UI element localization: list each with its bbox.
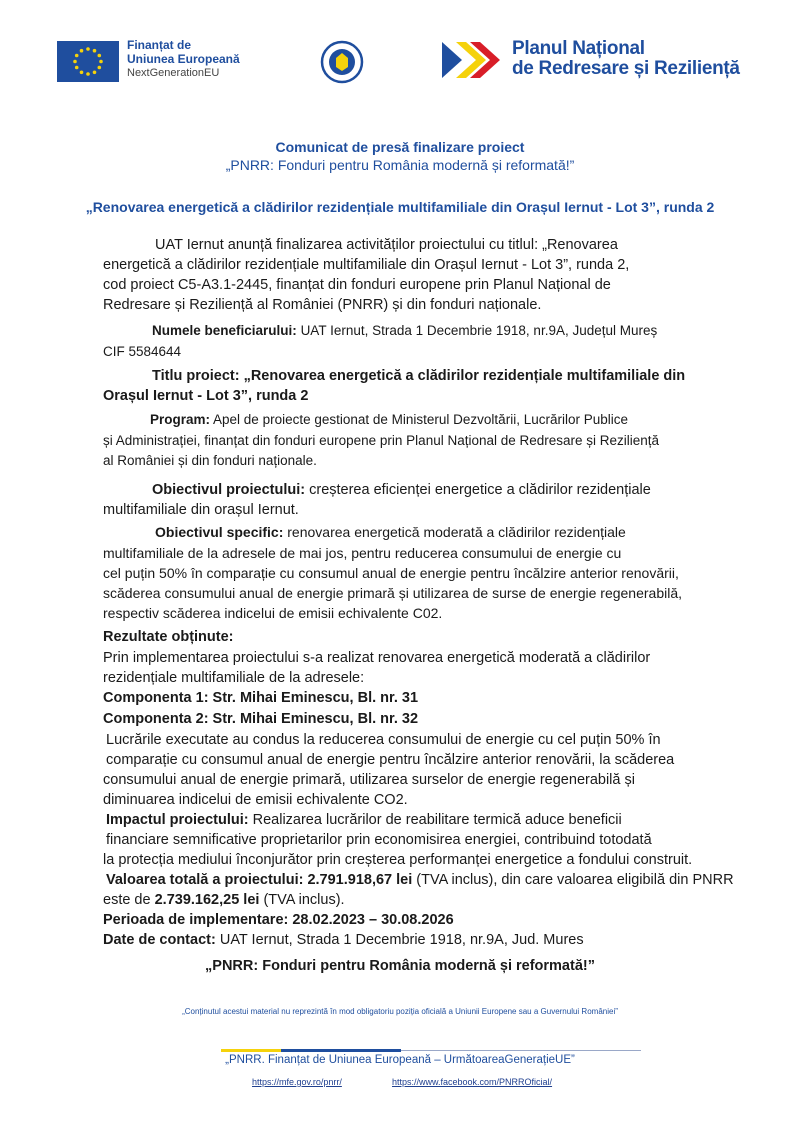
eu-line2: Uniunea Europeană xyxy=(127,52,240,66)
results-line6: diminuarea indicelui de emisii echivalente CO2. xyxy=(103,792,408,808)
component-2: Componenta 2: Str. Mihai Eminescu, Bl. nr. 32 xyxy=(103,711,419,727)
results-line3: Lucrările executate au condus la reducerea consumului de energie cu cel puțin 50% în xyxy=(106,732,661,748)
results-line1: Prin implementarea proiectului s-a realizat renovarea energetică moderată a clădirilor xyxy=(103,650,651,666)
specific-line4: scăderea consumului anual de energie primară și utilizarea de surse de energie regenerabilă, xyxy=(103,585,683,601)
program-line3: al României și din fonduri naționale. xyxy=(103,453,317,468)
beneficiary-cif: CIF 5584644 xyxy=(103,344,182,359)
value-line1 xyxy=(106,870,734,890)
intro-line-1: UAT Iernut anunță finalizarea activităților proiectului cu titlul: „Renovarea xyxy=(155,237,618,253)
facebook-link[interactable]: https://www.facebook.com/PNRROficial/ xyxy=(392,1077,553,1087)
eu-line3: NextGenerationEU xyxy=(127,67,220,79)
impact-label: Impactul proiectului: xyxy=(106,812,249,828)
program-line2: și Administrației, finanțat din fonduri europene prin Planul Național de Redresare și Reziliență xyxy=(103,433,660,448)
impact-text1: Realizarea lucrărilor de reabilitare termică aduce beneficii xyxy=(252,812,622,828)
beneficiary xyxy=(152,323,657,338)
objective-line2: multifamiliale din orașul Iernut. xyxy=(103,502,299,518)
specific-label: Obiectivul specific: xyxy=(155,524,284,540)
footer-tagline: „PNRR. Finanțat de Uniunea Europeană – UrmătoareaGenerațieUE” xyxy=(225,1054,575,1066)
disclaimer: „Conținutul acestui material nu reprezintă în mod obligatoriu poziția oficială a Uniunii Europene sau a Guvernului României” xyxy=(182,1007,618,1016)
eu-line1: Finanțat de xyxy=(127,38,192,52)
specific-line1 xyxy=(155,524,626,540)
value-eligible: 2.739.162,25 lei xyxy=(154,892,260,908)
results-label: Rezultate obținute: xyxy=(103,629,234,645)
impact-line1 xyxy=(106,810,622,830)
specific-line5: respectiv scăderea indicelui de emisii echivalente C02. xyxy=(103,605,443,621)
government-seal-logo xyxy=(320,40,364,84)
contact-value: UAT Iernut, Strada 1 Decembrie 1918, nr.9A, Jud. Mures xyxy=(219,932,584,948)
specific-line3: cel puțin 50% în comparație cu consumul anual de energie pentru încălzire anterior renovării, xyxy=(103,565,679,581)
objective-label: Obiectivul proiectului: xyxy=(152,482,306,498)
project-title-line1: Titlu proiect: „Renovarea energetică a clădirilor rezidențiale multifamiliale din xyxy=(152,368,686,384)
intro-line-3: cod proiect C5-A3.1-2445, finanțat din fonduri europene prin Planul Național de xyxy=(103,277,611,293)
implementation-period: Perioada de implementare: 28.02.2023 – 30.08.2026 xyxy=(103,912,454,928)
component-1: Componenta 1: Str. Mihai Eminescu, Bl. nr. 31 xyxy=(103,690,419,706)
beneficiary-value: UAT Iernut, Strada 1 Decembrie 1918, nr.9A, Județul Mureș xyxy=(300,323,658,338)
intro-line-2: energetică a clădirilor rezidențiale multifamiliale din Orașul Iernut - Lot 3”, runda 2, xyxy=(103,257,630,273)
program-text1: Apel de proiecte gestionat de Ministerul Dezvoltării, Lucrărilor Publice xyxy=(213,412,628,427)
objective-line1 xyxy=(152,480,651,500)
value-line2 xyxy=(103,890,345,910)
value-rest1: (TVA inclus), din care valoarea eligibilă din PNRR xyxy=(416,872,734,888)
contact-label: Date de contact: xyxy=(103,932,216,948)
impact-line2: financiare semnificative proprietarilor prin economisirea energiei, contribuind totodată xyxy=(106,832,652,848)
contact xyxy=(103,930,584,950)
project-heading: „Renovarea energetică a clădirilor rezidențiale multifamiliale din Orașul Iernut - Lot 3”, runda 2 xyxy=(85,199,715,215)
project-title-line2: Orașul Iernut - Lot 3”, runda 2 xyxy=(103,388,309,404)
footer-divider xyxy=(221,1039,641,1041)
slogan: „PNRR: Fonduri pentru România modernă și reformată!” xyxy=(205,958,595,974)
eu-funding-label xyxy=(127,38,240,80)
eu-flag-logo xyxy=(57,41,119,82)
value-prefix2: este de xyxy=(103,892,151,908)
pnrr-logo xyxy=(442,42,502,78)
results-line4: comparație cu consumul anual de energie pentru încălzire anterior renovării, la scăderea xyxy=(106,752,675,768)
mfe-link[interactable]: https://mfe.gov.ro/pnrr/ xyxy=(252,1077,342,1087)
program-line1 xyxy=(150,412,628,427)
program-label: Program: xyxy=(150,412,211,427)
specific-text1: renovarea energetică moderată a clădirilor rezidențiale xyxy=(287,524,626,540)
pnrr-line2: de Redresare și Reziliență xyxy=(512,58,740,79)
pnrr-line1: Planul Național xyxy=(512,38,645,59)
specific-line2: multifamiliale de la adresele de mai jos, pentru reducerea consumului de energie cu xyxy=(103,545,622,561)
objective-text1: creșterea eficienței energetice a clădirilor rezidențiale xyxy=(309,482,651,498)
value-rest2: (TVA inclus). xyxy=(263,892,345,908)
press-release-subtitle: „PNRR: Fonduri pentru România modernă și reformată!” xyxy=(225,157,575,173)
impact-line3: la protecția mediului înconjurător prin creșterea performanței energetice a fondului construit. xyxy=(103,852,693,868)
press-release-title: Comunicat de presă finalizare proiect xyxy=(275,139,525,155)
pnrr-title xyxy=(512,39,740,79)
intro-line-4: Redresare și Reziliență al României (PNRR) și din fonduri naționale. xyxy=(103,297,542,313)
results-line2: rezidențiale multifamiliale de la adresele: xyxy=(103,670,365,686)
value-label: Valoarea totală a proiectului: 2.791.918,67 lei xyxy=(106,872,413,888)
results-line5: consumului anual de energie primară, utilizarea surselor de energie regenerabilă și xyxy=(103,772,635,788)
beneficiary-label: Numele beneficiarului: xyxy=(152,323,297,338)
